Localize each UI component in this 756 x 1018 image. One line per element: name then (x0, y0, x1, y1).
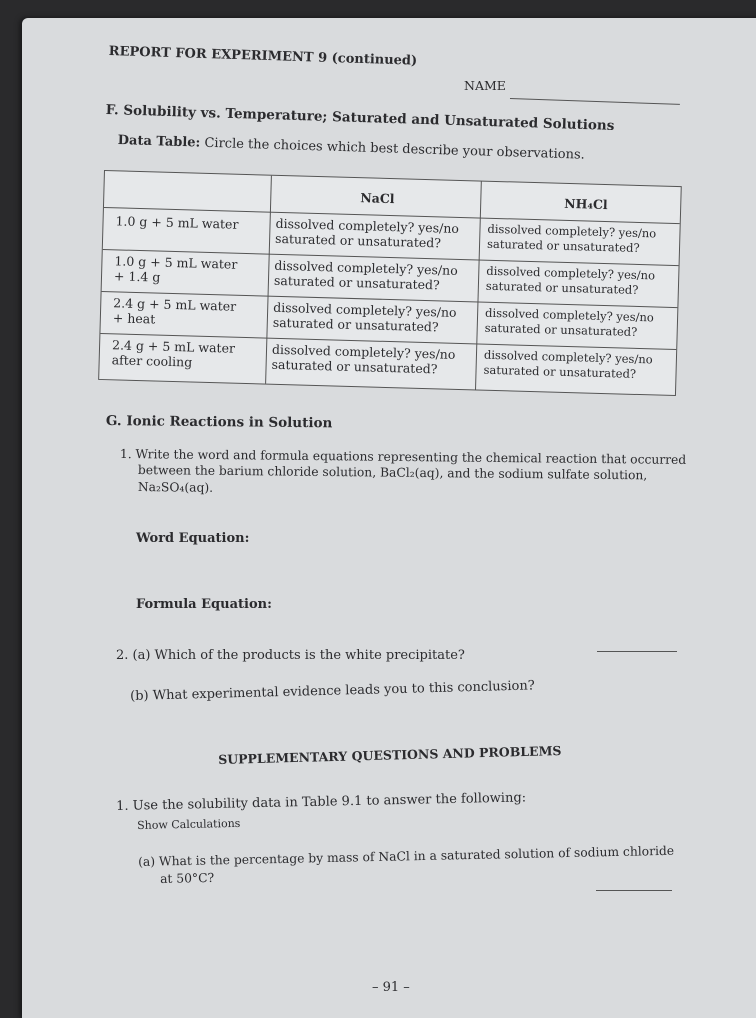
row-4-nh4cl-dissolved: dissolved completely? yes/no (483, 347, 653, 367)
row-1-nh4cl-saturated: saturated or unsaturated? (486, 236, 640, 255)
row-4-condition-line2: after cooling (111, 352, 193, 370)
word-equation-label: Word Equation: (136, 531, 250, 546)
row-4-condition-line1: 2.4 g + 5 mL water (111, 337, 236, 356)
row-4-nh4cl-saturated: saturated or unsaturated? (483, 362, 637, 381)
row-1-nacl-dissolved: dissolved completely? yes/no (275, 215, 460, 236)
row-1-nh4cl-dissolved: dissolved completely? yes/no (487, 221, 657, 241)
name-label: NAME (464, 78, 506, 93)
row-3-condition-line2: + heat (112, 310, 156, 327)
supplementary-question-1: 1. Use the solubility data in Table 9.1 to answer the following: (116, 790, 527, 814)
row-4-nacl-saturated: saturated or unsaturated? (271, 356, 438, 377)
question-1-line2: between the barium chloride solution, BaCl₂(aq), and the sodium sulfate solution, (137, 463, 648, 483)
data-table-text: Circle the choices which best describe your observations. (204, 135, 586, 163)
row-1-condition: 1.0 g + 5 mL water (115, 213, 239, 232)
formula-equation-label: Formula Equation: (136, 597, 272, 612)
show-calculations-label: Show Calculations (137, 816, 241, 832)
question-2a-answer-line (597, 651, 677, 652)
section-g-title: G. Ionic Reactions in Solution (105, 413, 333, 432)
supplementary-title: SUPPLEMENTARY QUESTIONS AND PROBLEMS (218, 743, 562, 767)
row-2-condition-line1: 1.0 g + 5 mL water (114, 253, 238, 272)
row-2-nacl-dissolved: dissolved completely? yes/no (274, 257, 458, 278)
row-2-nacl-saturated: saturated or unsaturated? (273, 272, 440, 293)
supplementary-question-1a-line2: at 50°C? (160, 870, 215, 886)
row-1-nacl-saturated: saturated or unsaturated? (274, 230, 442, 251)
supplementary-question-1a-line1: (a) What is the percentage by mass of NaCl in a saturated solution of sodium chloride (138, 843, 675, 869)
row-2-condition-line2: + 1.4 g (113, 268, 161, 285)
report-title: REPORT FOR EXPERIMENT 9 (continued) (108, 44, 418, 69)
column-header-nacl: NaCl (360, 190, 395, 207)
row-2-nh4cl-dissolved: dissolved completely? yes/no (486, 263, 656, 283)
question-2a: 2. (a) Which of the products is the white precipitate? (116, 648, 465, 663)
row-4-nacl-dissolved: dissolved completely? yes/no (271, 341, 456, 362)
question-1-line3: Na₂SO₄(aq). (137, 480, 214, 495)
question-2b: (b) What experimental evidence leads you to this conclusion? (130, 678, 535, 704)
row-2-nh4cl-saturated: saturated or unsaturated? (485, 278, 639, 297)
question-1a-answer-line (596, 890, 672, 891)
row-3-nh4cl-saturated: saturated or unsaturated? (484, 320, 638, 339)
row-3-nacl-dissolved: dissolved completely? yes/no (273, 299, 457, 320)
question-1-line1: 1. Write the word and formula equations representing the chemical reaction that occurred (119, 447, 687, 467)
section-f-title: F. Solubility vs. Temperature; Saturated and Unsaturated Solutions (105, 102, 615, 134)
worksheet-page (22, 18, 756, 1018)
data-table-label: Data Table: (117, 133, 201, 151)
row-3-nacl-saturated: saturated or unsaturated? (272, 314, 439, 335)
row-3-nh4cl-dissolved: dissolved completely? yes/no (484, 305, 655, 325)
column-header-nh4cl: NH₄Cl (564, 195, 608, 213)
solubility-data-table (98, 170, 682, 396)
row-3-condition-line1: 2.4 g + 5 mL water (113, 295, 237, 314)
page-number: – 91 – (372, 980, 410, 995)
